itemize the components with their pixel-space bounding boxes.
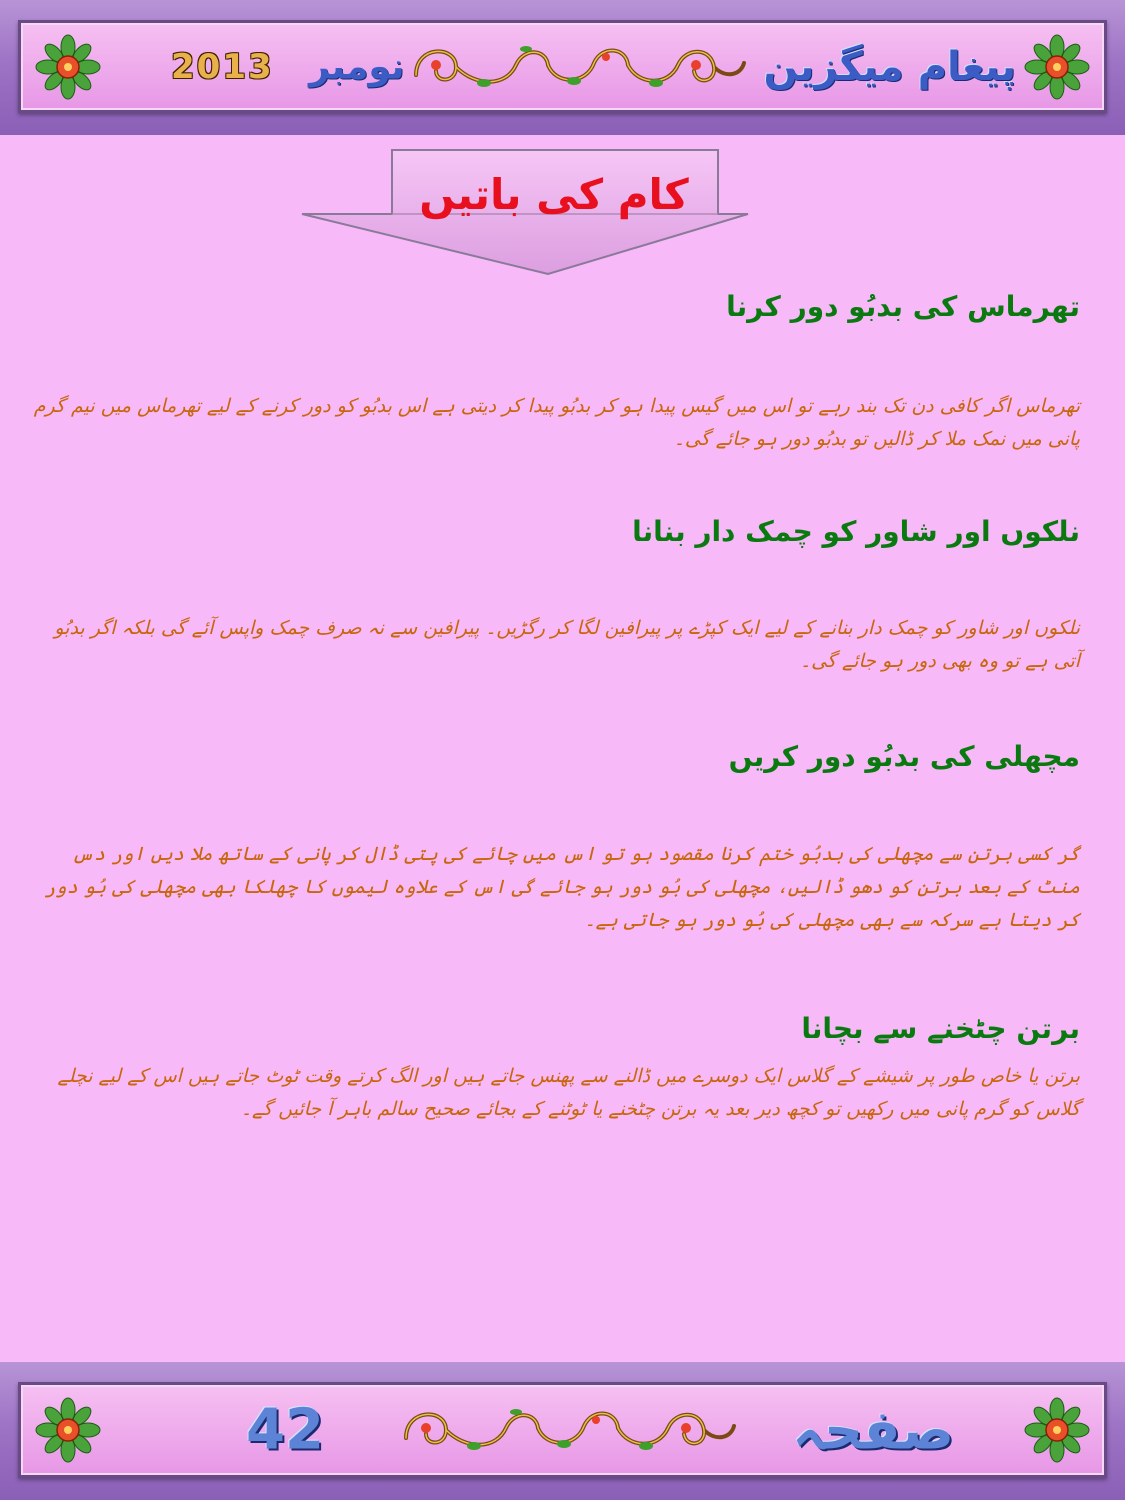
footer-band bbox=[0, 1362, 1125, 1500]
scroll-ornament bbox=[406, 35, 751, 99]
flower-icon bbox=[1024, 1397, 1090, 1463]
flower-icon bbox=[35, 34, 101, 100]
header-panel bbox=[18, 20, 1107, 113]
issue-month: نومبر bbox=[309, 46, 405, 87]
flower-icon bbox=[1024, 34, 1090, 100]
page-label: صفحہ bbox=[792, 1398, 954, 1462]
scroll-ornament bbox=[396, 1398, 741, 1462]
section-heading: برتن چٹخنے سے بچانا bbox=[801, 1012, 1080, 1045]
magazine-name: پیغام میگزین bbox=[763, 43, 1016, 90]
issue-year: 2013 bbox=[171, 46, 274, 87]
section-heading: مچھلی کی بدبُو دور کریں bbox=[728, 740, 1080, 773]
section-body: برتن یا خاص طور پر شیشے کے گلاس ایک دوسرے میں ڈالنے سے پھنس جاتے ہیں اور الگ کرتے وقت ٹوٹ جاتے ہیں اس کے لیے نچلے گلاس کو گرم پانی میں رکھیں تو کچھ دیر بعد یہ برتن چٹخنے یا ٹوٹنے کے بجائے صحیح سالم باہر آ جائیں گے۔ bbox=[57, 1065, 1080, 1120]
section-body: گر کسی برتن سے مچھلی کی بدبُو ختم کرنا مقصود ہو تو اس میں چائے کی پتی ڈال کر پانی کے ساتھ ملا دیں اور دس منٹ کے بعد برتن کو دھو ڈالیں، مچھلی کی بُو دور ہو جائے گی اس کے علاوہ لیموں کا چھلکا بھی مچھلی کی بُو دور کر دیتا ہے سرکہ سے بھی مچھلی کی بُو دور ہو جاتی ہے۔ bbox=[44, 843, 1080, 931]
section-heading: نلکوں اور شاور کو چمک دار بنانا bbox=[632, 515, 1080, 548]
page-number: 42 bbox=[246, 1397, 324, 1463]
section-heading: تھرماس کی بدبُو دور کرنا bbox=[726, 290, 1080, 323]
footer-panel bbox=[18, 1382, 1107, 1478]
flower-icon bbox=[35, 1397, 101, 1463]
section-body: تھرماس اگر کافی دن تک بند رہے تو اس میں گیس پیدا ہو کر بدبُو پیدا کر دیتی ہے اس بدبُو کو دور کرنے کے لیے تھرماس میں نیم گرم پانی میں نمک ملا کر ڈالیں تو بدبُو دور ہو جائے گی۔ bbox=[33, 395, 1080, 450]
section-body: نلکوں اور شاور کو چمک دار بنانے کے لیے ایک کپڑے پر پیرافین لگا کر رگڑیں۔ پیرافین سے نہ صرف چمک واپس آئے گی بلکہ اگر بدبُو آتی ہے تو وہ بھی دور ہو جائے گی۔ bbox=[54, 617, 1080, 672]
page-title: کام کی باتیں bbox=[419, 170, 689, 219]
header-band bbox=[0, 0, 1125, 135]
